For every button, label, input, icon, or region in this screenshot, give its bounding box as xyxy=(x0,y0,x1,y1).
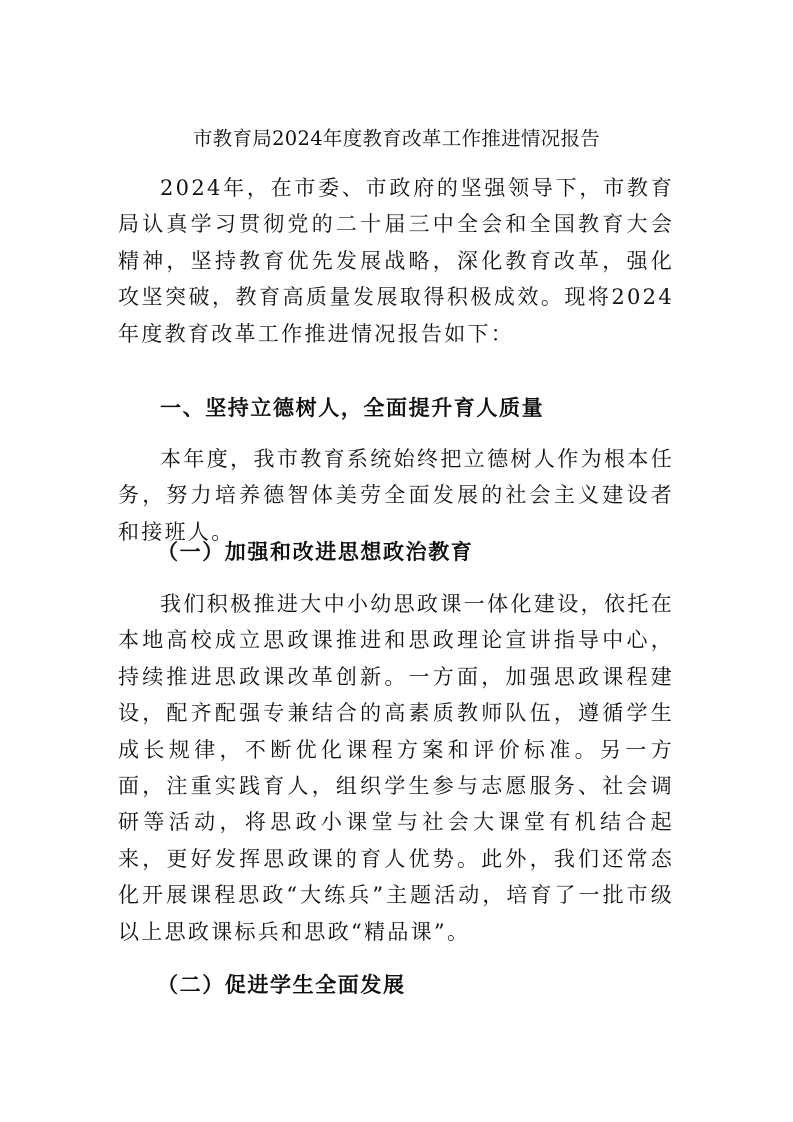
subsection-2-heading: （二）促进学生全面发展 xyxy=(157,972,406,997)
subsection-1-paragraph: 我们积极推进大中小幼思政课一体化建设，依托在本地高校成立思政课推进和思政理论宣讲指导中心，持续推进思政课改革创新。一方面，加强思政课程建设，配齐配强专兼结合的高素质教师队伍，遵循学生成长规律，不断优化课程方案和评价标准。另一方面，注重实践育人，组织学生参与志愿服务、社会调研等活动，将思政小课堂与社会大课堂有机结合起来，更好发挥思政课的育人优势。此外，我们还常态化开展课程思政“大练兵”主题活动，培育了一批市级以上思政课标兵和思政“精品课”。 xyxy=(118,592,674,944)
intro-paragraph: 2024年，在市委、市政府的坚强领导下，市教育局认真学习贯彻党的二十届三中全会和全国教育大会精神，坚持教育优先发展战略，深化教育改革，强化攻坚突破，教育高质量发展取得积极成效。现将2024年度教育改革工作推进情况报告如下： xyxy=(118,176,674,346)
subsection-1-heading: （一）加强和改进思想政治教育 xyxy=(157,539,474,564)
section-1-paragraph: 本年度，我市教育系统始终把立德树人作为根本任务，努力培养德智体美劳全面发展的社会主义建设者和接班人。 xyxy=(118,447,674,544)
document-title: 市教育局2024年度教育改革工作推进情况报告 xyxy=(192,127,601,150)
section-1-heading: 一、坚持立德树人，全面提升育人质量 xyxy=(160,395,545,420)
